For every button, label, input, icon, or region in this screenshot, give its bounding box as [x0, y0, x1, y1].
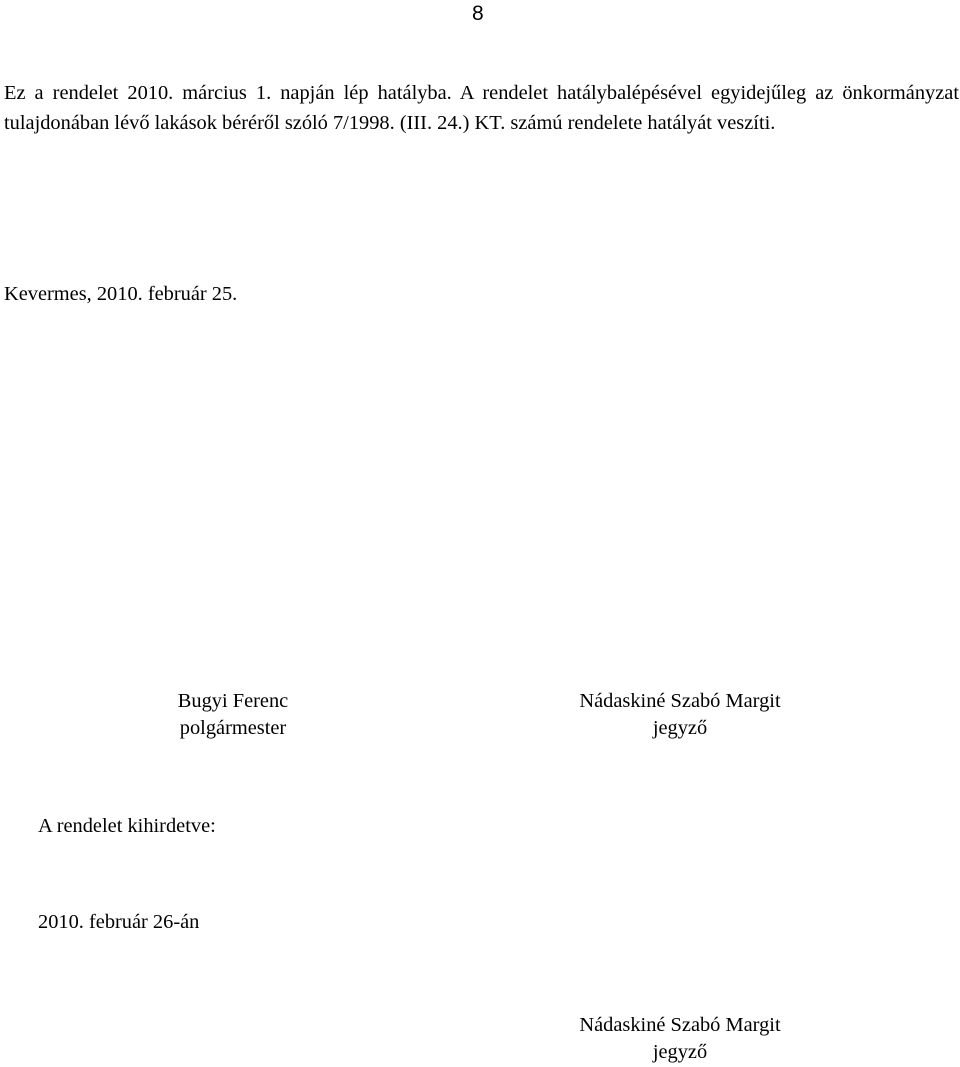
announcement-signer-title: jegyző — [652, 1041, 708, 1063]
announcement-signer-name: Nádaskiné Szabó Margit — [579, 1014, 781, 1036]
notary-name: Nádaskiné Szabó Margit — [579, 690, 781, 712]
announcement-date: 2010. február 26-án — [38, 911, 200, 933]
mayor-signature-block — [113, 688, 353, 742]
notary-title: jegyző — [652, 717, 708, 739]
notary-signature-block — [540, 688, 820, 742]
body-paragraph: Ez a rendelet 2010. március 1. napján lép hatályba. A rendelet hatálybalépésével egyidejűleg az önkormányzat tulajdonában lévő lakások béréről szóló 7/1998. (III. 24.) KT. számú rendelete hatályát veszíti. — [4, 82, 959, 134]
announcement-signature-block — [540, 1012, 820, 1066]
page-number: 8 — [472, 2, 484, 25]
mayor-title: polgármester — [179, 717, 287, 739]
mayor-name: Bugyi Ferenc — [177, 690, 289, 712]
announcement-label: A rendelet kihirdetve: — [38, 815, 216, 837]
place-and-date: Kevermes, 2010. február 25. — [4, 283, 238, 305]
